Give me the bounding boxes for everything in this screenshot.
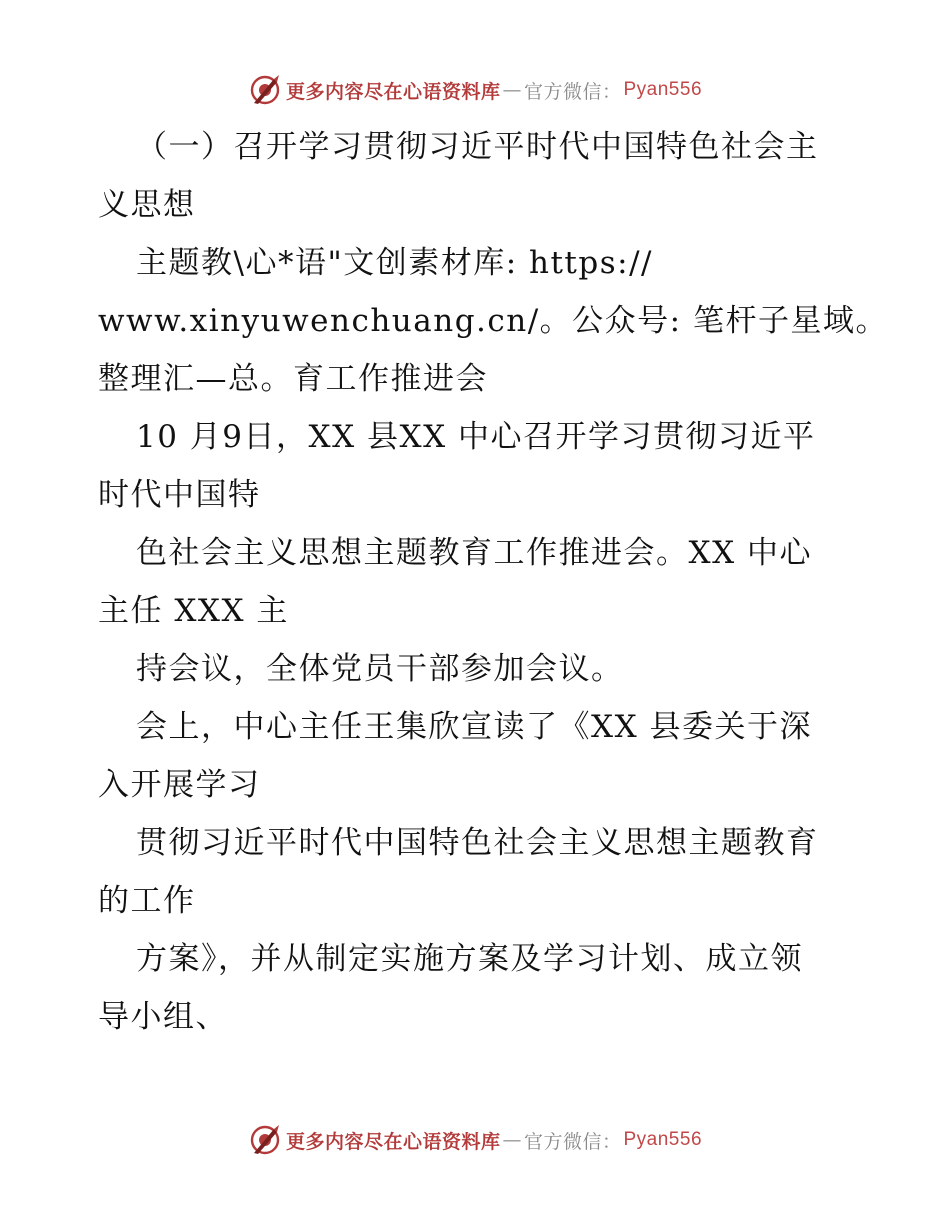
text-line: 主任 XXX 主 (98, 593, 289, 629)
paragraph (98, 930, 858, 1046)
footer-watermark (0, 1120, 950, 1160)
text-line: www.xinyuwenchuang.cn/。公众号: 笔杆子星域。 (98, 303, 888, 339)
text-line: 10 月9日，XX 县XX 中心召开学习贯彻习近平 (136, 419, 816, 455)
text-line: 入开展学习 (98, 767, 261, 803)
text-line: 会上，中心主任王集欣宣读了《XX 县委关于深 (136, 709, 812, 745)
text-line: 色社会主义思想主题教育工作推进会。XX 中心 (136, 535, 812, 571)
text-line: 整理汇—总。育工作推进会 (98, 361, 488, 397)
quill-logo-icon (248, 73, 282, 107)
text-line: 主题教\心*语"文创素材库: https:// (136, 245, 653, 281)
watermark-separator: — (502, 79, 522, 101)
watermark-wechat: 官方微信： (523, 1130, 622, 1153)
paragraph (98, 234, 888, 408)
paragraph (98, 640, 858, 698)
paragraph (98, 814, 858, 930)
watermark-wechat: 官方微信： (523, 80, 622, 103)
watermark-label: 更多内容尽在心语资料库 (285, 1130, 501, 1153)
paragraph (98, 698, 858, 814)
watermark-id: Pyan556 (623, 79, 703, 100)
text-line: 的工作 (98, 883, 196, 919)
paragraph (98, 408, 858, 524)
quill-logo-icon (248, 1123, 282, 1157)
document-body (98, 118, 888, 1046)
watermark-label: 更多内容尽在心语资料库 (285, 80, 501, 103)
text-line: 持会议，全体党员干部参加会议。 (136, 651, 624, 687)
paragraph (98, 524, 858, 640)
watermark-separator: — (502, 1129, 522, 1151)
text-line: （一）召开学习贯彻习近平时代中国特色社会主 (136, 129, 819, 165)
text-line: 导小组、 (98, 999, 228, 1035)
watermark-id: Pyan556 (623, 1129, 703, 1150)
text-line: 义思想 (98, 187, 196, 223)
text-line: 方案》，并从制定实施方案及学习计划、成立领 (136, 941, 803, 977)
paragraph (98, 118, 858, 234)
header-watermark (0, 70, 950, 110)
text-line: 时代中国特 (98, 477, 261, 513)
text-line: 贯彻习近平时代中国特色社会主义思想主题教育 (136, 825, 819, 861)
